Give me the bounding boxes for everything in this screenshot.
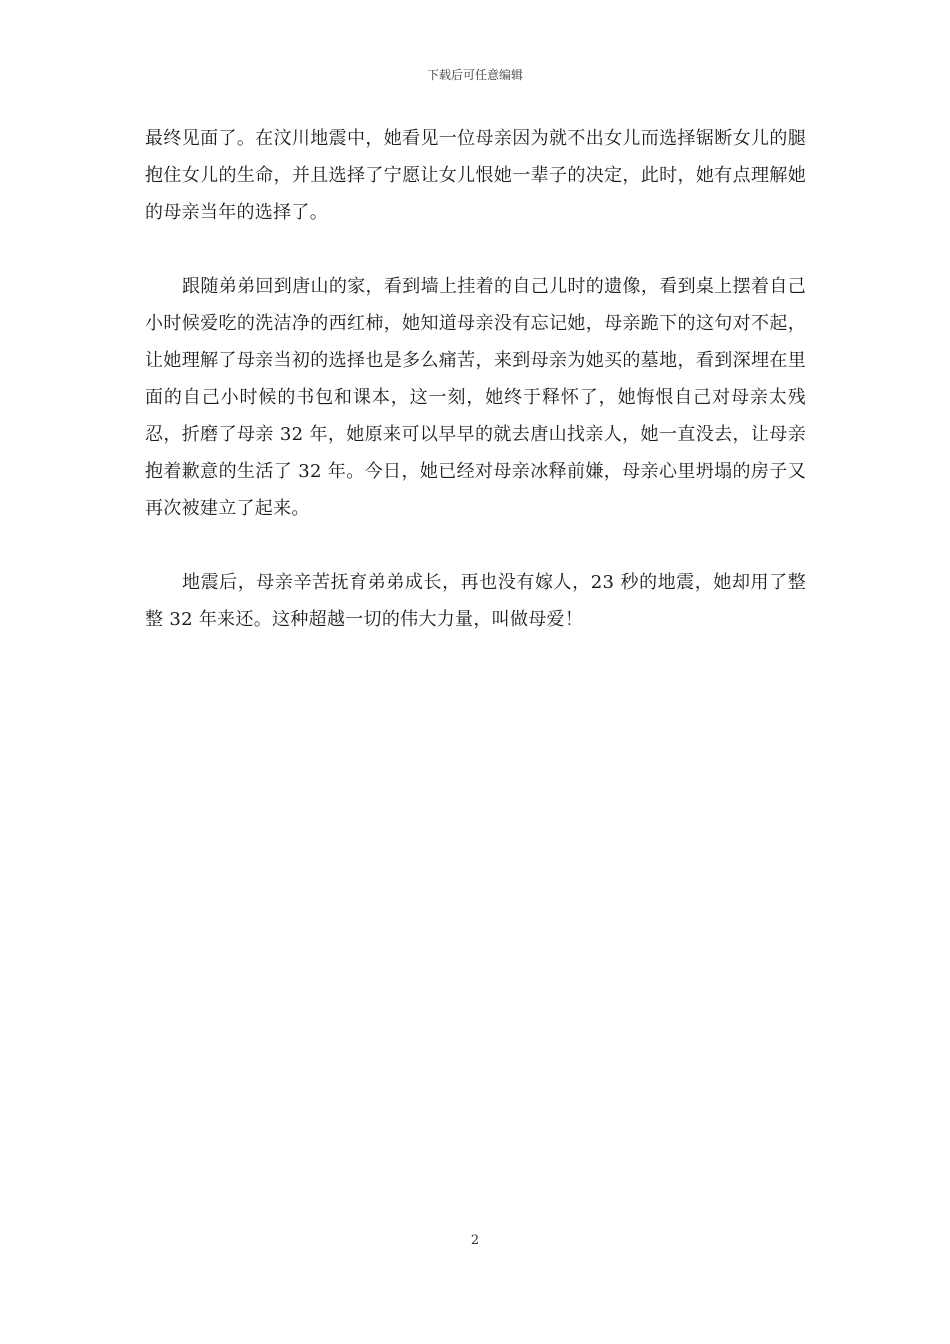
document-body (145, 120, 806, 638)
page-header: 下载后可任意编辑 (426, 68, 523, 82)
paragraph-2: 跟随弟弟回到唐山的家，看到墙上挂着的自己儿时的遗像，看到桌上摆着自己小时候爱吃的洗洁净的西红柿，她知道母亲没有忘记她，母亲跪下的这句对不起，让她理解了母亲当初的选择也是多么痛苦，来到母亲为她买的墓地，看到深埋在里面的自己小时候的书包和课本，这一刻，她终于释怀了，她悔恨自己对母亲太残忍，折磨了母亲 32 年，她原来可以早早的就去唐山找亲人，她一直没去，让母亲抱着歉意的生活了 32 年。今日，她已经对母亲冰释前嫌，母亲心里坍塌的房子又再次被建立了起来。 (145, 276, 806, 519)
paragraph-spacer (145, 527, 806, 564)
paragraph-spacer (145, 231, 806, 268)
page-number: 2 (470, 1233, 480, 1248)
paragraph-3: 地震后，母亲辛苦抚育弟弟成长，再也没有嫁人，23 秒的地震，她却用了整整 32 年来还。这种超越一切的伟大力量，叫做母爱！ (145, 572, 806, 630)
paragraph-1: 最终见面了。在汶川地震中，她看见一位母亲因为就不出女儿而选择锯断女儿的腿抱住女儿的生命，并且选择了宁愿让女儿恨她一辈子的决定，此时，她有点理解她的母亲当年的选择了。 (145, 128, 806, 223)
